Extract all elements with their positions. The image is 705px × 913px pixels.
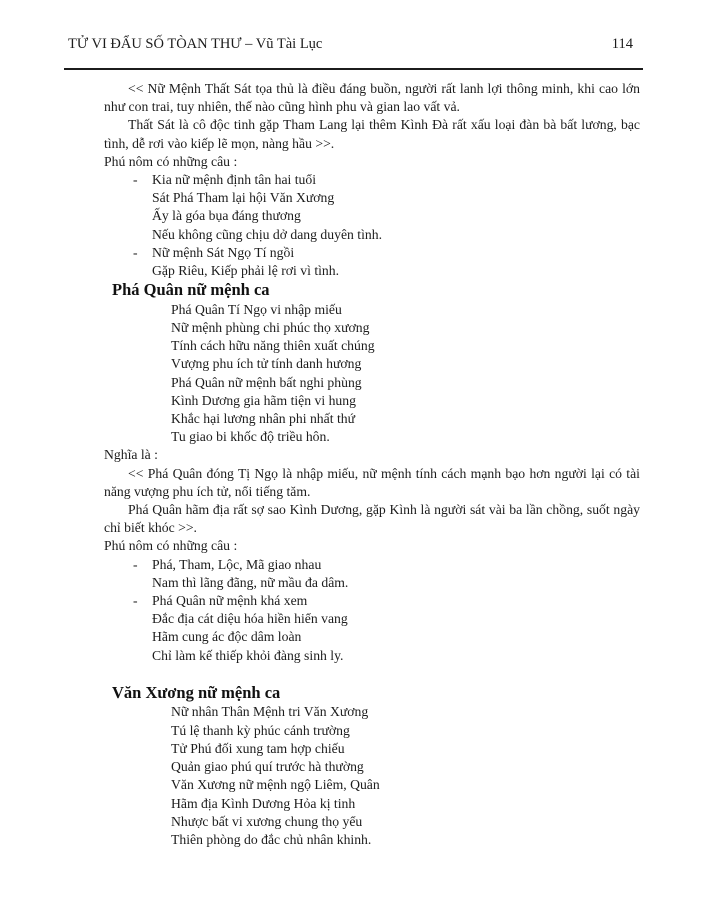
poem-line: Tử Phú đối xung tam hợp chiếu xyxy=(171,740,345,756)
poem-line: Văn Xương nữ mệnh ngộ Liêm, Quân xyxy=(171,777,380,793)
blank-line xyxy=(104,665,640,683)
verse-line: Kia nữ mệnh định tân hai tuổi xyxy=(152,172,317,188)
verse-lines xyxy=(152,592,640,665)
dash-bullet: - xyxy=(133,592,138,608)
verse-item-1 xyxy=(133,556,640,592)
poem-line: Khắc hại lương nhân phi nhất thứ xyxy=(171,410,356,426)
paragraph-nu-menh-that-sat: << Nữ Mệnh Thất Sát tọa thủ là điều đáng buồn, người rất lanh lợi thông minh, khi cao lớn như con trai, tuy nhiên, thế nào cũng hình phu và gian lao vất vả. xyxy=(104,81,640,115)
poem-line: Nữ nhân Thân Mệnh tri Văn Xương xyxy=(171,704,369,720)
verse-lines xyxy=(152,244,640,280)
paragraph-pha-quan-meaning-1: << Phá Quân đóng Tị Ngọ là nhập miếu, nữ mệnh tính cách mạnh bạo hơn người lại có tài năng vượng phu ích tử, nổi tiếng tăm. xyxy=(104,465,640,499)
verse-line: Đắc địa cát diệu hóa hiền hiển vang xyxy=(152,611,348,627)
verse-line: Hãm cung ác độc dâm loàn xyxy=(152,629,302,645)
verse-line: Nam thì lãng đãng, nữ mầu đa dâm. xyxy=(152,574,349,590)
verse-list-2 xyxy=(133,556,640,665)
dash-bullet: - xyxy=(133,172,138,188)
poem-line: Tu giao bi khốc độ triều hôn. xyxy=(171,429,330,445)
nghia-la-label: Nghĩa là : xyxy=(104,447,158,463)
poem-line: Tú lệ thanh kỳ phúc cánh trường xyxy=(171,722,350,738)
page-number: 114 xyxy=(611,36,633,52)
page-header xyxy=(68,36,633,53)
verse-line: Phá Quân nữ mệnh khá xem xyxy=(152,592,308,608)
verse-line: Phá, Tham, Lộc, Mã giao nhau xyxy=(152,556,322,572)
verse-line: Nếu không cũng chịu dở dang duyên tình. xyxy=(152,226,383,242)
verse-item-2 xyxy=(133,244,640,280)
book-title: TỬ VI ĐẨU SỐ TÒAN THƯ – Vũ Tài Lục xyxy=(68,36,323,52)
paragraph-that-sat-co-doc: Thất Sát là cô độc tinh gặp Tham Lang lại thêm Kình Đà rất xấu loại đàn bà bất lương, bạc tình, dễ rơi vào kiếp lẽ mọn, nàng hầu >>. xyxy=(104,117,640,151)
heading-van-xuong: Văn Xương nữ mệnh ca xyxy=(112,682,281,702)
poem-van-xuong xyxy=(171,703,640,849)
verse-line: Gặp Riêu, Kiếp phải lệ rơi vì tình. xyxy=(152,263,340,279)
poem-pha-quan xyxy=(171,301,640,447)
verse-line: Chỉ làm kế thiếp khỏi đàng sinh ly. xyxy=(152,647,344,663)
verse-item-2 xyxy=(133,592,640,665)
poem-line: Nữ mệnh phùng chi phúc thọ xương xyxy=(171,319,370,335)
heading-pha-quan: Phá Quân nữ mệnh ca xyxy=(112,280,270,300)
verse-line: Nữ mệnh Sát Ngọ Tí ngồi xyxy=(152,244,295,260)
poem-line: Quản giao phú quí trước hà thường xyxy=(171,759,364,775)
verse-lines xyxy=(152,171,640,244)
dash-bullet: - xyxy=(133,244,138,260)
dash-bullet: - xyxy=(133,556,138,572)
poem-line: Phá Quân Tí Ngọ vi nhập miếu xyxy=(171,301,342,317)
verse-lines xyxy=(152,556,640,592)
poem-line: Kình Dương gia hãm tiện vi hung xyxy=(171,392,356,408)
header-rule xyxy=(64,68,643,70)
poem-line: Vượng phu ích tử tính danh hương xyxy=(171,356,362,372)
poem-line: Thiên phòng do đắc chủ nhân khinh. xyxy=(171,831,372,847)
paragraph-pha-quan-meaning-2: Phá Quân hãm địa rất sợ sao Kình Dương, gặp Kình là người sát vài ba lần chồng, suốt ngày chỉ biết khóc >>. xyxy=(104,501,640,536)
verse-line: Sát Phá Tham lại hội Văn Xương xyxy=(152,190,335,206)
phu-nom-label-2: Phú nôm có những câu : xyxy=(104,538,238,554)
poem-line: Tính cách hữu năng thiên xuất chúng xyxy=(171,338,375,354)
verse-item-1 xyxy=(133,171,640,244)
poem-line: Nhược bất vi xương chung thọ yểu xyxy=(171,813,363,829)
page-body xyxy=(104,80,640,849)
verse-line: Ấy là góa bụa đáng thương xyxy=(152,208,301,224)
phu-nom-label-1: Phú nôm có những câu : xyxy=(104,153,238,169)
verse-list-1 xyxy=(133,171,640,280)
poem-line: Hãm địa Kình Dương Hỏa kị tinh xyxy=(171,795,356,811)
poem-line: Phá Quân nữ mệnh bất nghi phùng xyxy=(171,374,362,390)
